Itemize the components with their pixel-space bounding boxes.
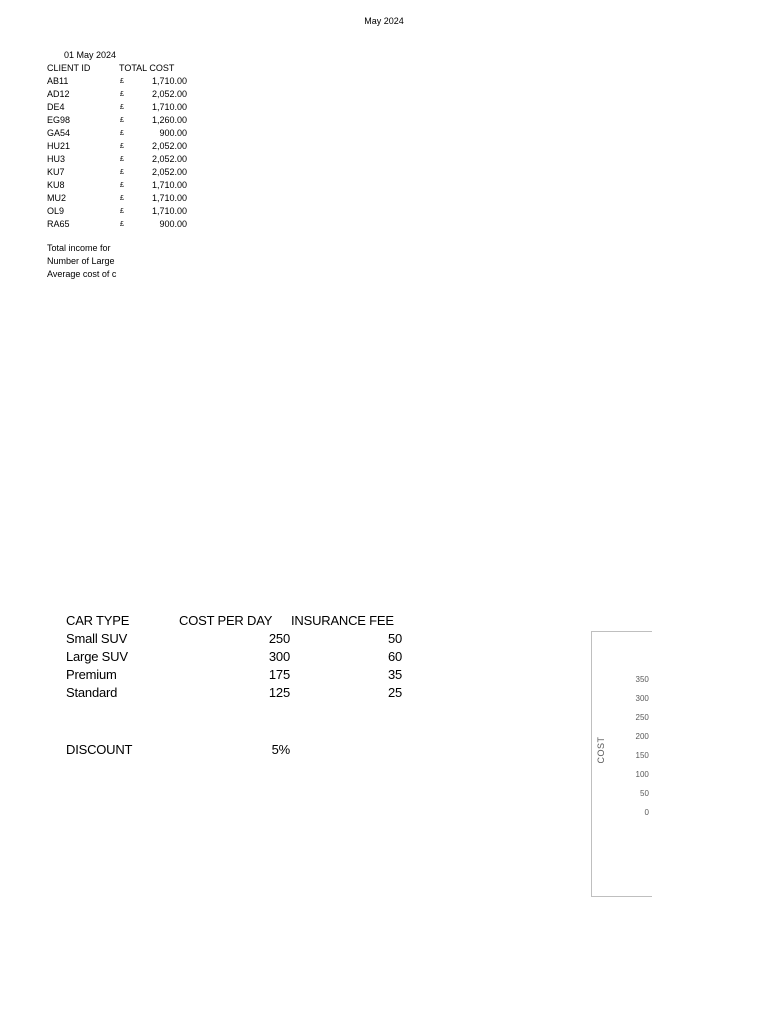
client-id-cell: KU8: [47, 180, 65, 190]
total-cost-cell: 1,710.00: [151, 102, 187, 112]
total-cost-cell: 1,710.00: [151, 180, 187, 190]
discount-label: DISCOUNT: [66, 742, 133, 757]
total-cost-cell: 1,710.00: [151, 193, 187, 203]
discount-value: 5%: [271, 742, 290, 757]
y-tick-label: 350: [635, 675, 649, 684]
client-id-cell: AD12: [47, 89, 70, 99]
client-id-cell: GA54: [47, 128, 71, 138]
chart-y-axis-label: COST: [596, 736, 606, 764]
currency-cell: £: [120, 208, 124, 215]
total-cost-cell: 2,052.00: [151, 154, 187, 164]
client-id-cell: MU2: [47, 193, 67, 203]
client-id-cell: HU21: [47, 141, 71, 151]
total-cost-cell: 2,052.00: [151, 167, 187, 177]
currency-cell: £: [120, 169, 124, 176]
total-cost-cell: 2,052.00: [151, 89, 187, 99]
cost-per-day-cell: 250: [268, 631, 290, 646]
currency-cell: £: [120, 104, 124, 111]
total-income-label: Total income for: [47, 243, 111, 253]
insurance-fee-cell: 35: [387, 667, 402, 682]
date-label: 01 May 2024: [64, 50, 117, 60]
y-tick-label: 100: [635, 770, 649, 779]
client-id-cell: RA65: [47, 219, 70, 229]
currency-cell: £: [120, 78, 124, 85]
insurance-fee-cell: 25: [387, 685, 402, 700]
total-cost-cell: 900.00: [159, 128, 187, 138]
client-id-cell: OL9: [47, 206, 65, 216]
client-id-cell: DE4: [47, 102, 65, 112]
number-large-label: Number of Large: [47, 256, 115, 266]
currency-cell: £: [120, 182, 124, 189]
currency-cell: £: [120, 91, 124, 98]
total-cost-cell: 1,260.00: [151, 115, 187, 125]
y-tick-label: 150: [635, 751, 649, 760]
cost-per-day-cell: 125: [268, 685, 290, 700]
y-tick-label: 0: [644, 808, 649, 817]
car-type-cell: Standard: [66, 685, 118, 700]
car-type-cell: Large SUV: [66, 649, 128, 664]
total-cost-cell: 900.00: [159, 219, 187, 229]
client-id-cell: EG98: [47, 115, 71, 125]
insurance-fee-header: INSURANCE FEE: [291, 613, 394, 628]
y-tick-label: 250: [635, 713, 649, 722]
insurance-fee-cell: 50: [387, 631, 402, 646]
car-type-header: CAR TYPE: [66, 613, 130, 628]
total-cost-header: TOTAL COST: [119, 63, 175, 73]
insurance-fee-cell: 60: [387, 649, 402, 664]
car-type-cell: Small SUV: [66, 631, 128, 646]
client-id-cell: HU3: [47, 154, 66, 164]
y-tick-label: 50: [640, 789, 649, 798]
currency-cell: £: [120, 156, 124, 163]
total-cost-cell: 2,052.00: [151, 141, 187, 151]
cost-per-day-header: COST PER DAY: [179, 613, 273, 628]
currency-cell: £: [120, 130, 124, 137]
total-cost-cell: 1,710.00: [151, 76, 187, 86]
currency-cell: £: [120, 117, 124, 124]
cost-per-day-cell: 300: [268, 649, 290, 664]
y-tick-label: 300: [635, 694, 649, 703]
client-id-header: CLIENT ID: [47, 63, 91, 73]
currency-cell: £: [120, 221, 124, 228]
total-cost-cell: 1,710.00: [151, 206, 187, 216]
average-cost-label: Average cost of c: [47, 269, 117, 279]
client-id-cell: AB11: [47, 76, 69, 86]
client-id-cell: KU7: [47, 167, 65, 177]
page-header-title: May 2024: [364, 16, 404, 26]
car-type-cell: Premium: [66, 667, 117, 682]
currency-cell: £: [120, 143, 124, 150]
currency-cell: £: [120, 195, 124, 202]
y-tick-label: 200: [635, 732, 649, 741]
cost-per-day-cell: 175: [268, 667, 290, 682]
cost-chart[interactable]: [591, 631, 652, 897]
